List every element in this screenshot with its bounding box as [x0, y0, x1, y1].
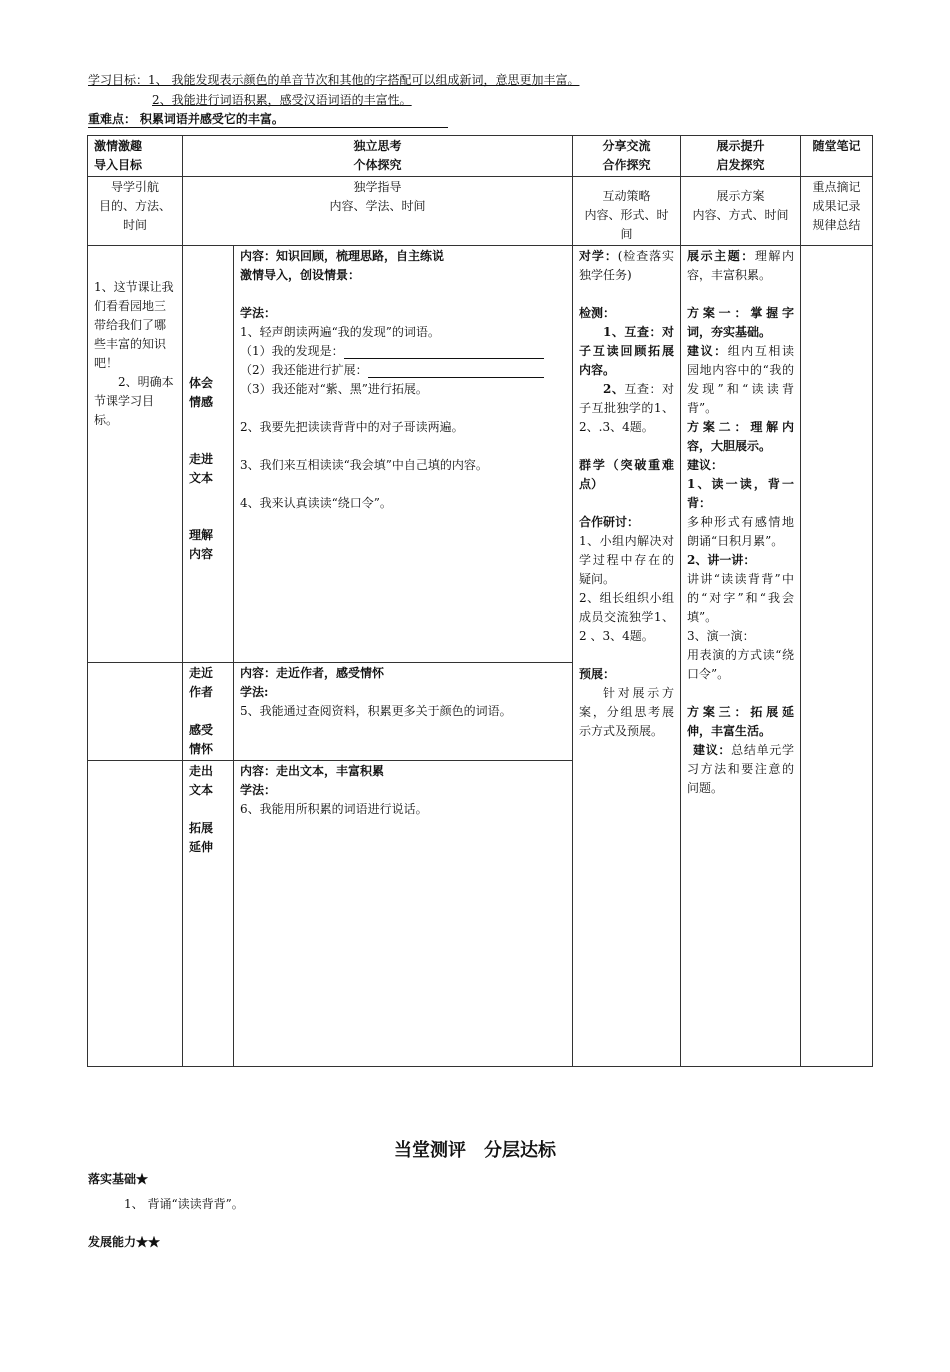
header-independent: 独立思考 个体探究 [183, 136, 573, 177]
sub-strategy: 互动策略 内容、形式、时间 [573, 177, 681, 246]
stage-label-3: 走出 文本 拓展 延伸 [183, 761, 234, 1067]
showcase-cell: 展示主题：理解内容，丰富积累。 方案一：掌握字词，夯实基础。 建议：组内互相读园地内容中的“我的发现”和“读读背背”。 方案二：理解内容，大胆展示。 建议： 1、读一读，背一背： 多种形式有感情地朗诵“日积月累”。 2、讲一讲： 讲讲“读读背背”中的“对字”和“我会填”。 3、演一演： 用表演的方式读“绕口令”。 方案三：拓展延伸，丰富生活。 建议：总结单元学习方法和要注意的问题。 [681, 246, 801, 1067]
sub-guide: 导学引航 目的、方法、时间 [88, 177, 183, 246]
stage-label-1: 体会 情感 走进 文本 理解 内容 [183, 246, 234, 663]
table-subheader-row [88, 177, 873, 246]
independent-cell-3: 内容：走出文本，丰富积累 学法： 6、我能用所积累的词语进行说话。 [234, 761, 573, 1067]
learning-goal-1: 学习目标：1、 我能发现表示颜色的单音节次和其他的字搭配可以组成新词，意思更加丰富。 [88, 73, 580, 87]
key-points-label: 重难点： [88, 112, 137, 126]
sub-solo: 独学指导 内容、学法、时间 [183, 177, 573, 246]
section-title: 当堂测评 分层达标 [394, 1140, 556, 1161]
import-cell-empty-2 [88, 761, 183, 1067]
import-text-2: 2、明确本节课学习目标。 [94, 375, 174, 427]
stage-label-2: 走近 作者 感受 情怀 [183, 663, 234, 761]
header-notes: 随堂笔记 [801, 136, 873, 177]
key-points-text: 积累词语并感受它的丰富。 [139, 112, 284, 126]
answer-blank-1[interactable] [344, 345, 544, 359]
header-show: 展示提升 启发探究 [681, 136, 801, 177]
sub-plan: 展示方案 内容、方式、时间 [681, 177, 801, 246]
section-basic: 落实基础★ [88, 1172, 149, 1186]
import-cell [88, 246, 183, 663]
table-header-row [88, 136, 873, 177]
notes-cell [801, 246, 873, 1067]
learning-goal-2: 2、我能进行词语积累，感受汉语词语的丰富性。 [152, 93, 412, 107]
basic-item-1: 1、 背诵“读读背背”。 [124, 1197, 244, 1211]
section-ability: 发展能力★★ [88, 1235, 161, 1249]
import-text-1: 1、这节课让我们看看园地三带给我们了哪些丰富的知识吧！ [94, 280, 174, 370]
stage-row-1 [88, 246, 873, 663]
answer-blank-2[interactable] [368, 364, 544, 378]
sub-notes: 重点摘记 成果记录 规律总结 [801, 177, 873, 246]
import-cell-empty-1 [88, 663, 183, 761]
lesson-plan-table [87, 135, 873, 1067]
cooperation-cell: 对学：(检查落实独学任务) 检测： 1、互查：对子互读回顾拓展内容。 2、互查：对子互批独学的1、2、.3、4题。 群学（突破重难点） 合作研讨： 1、小组内解决对学过程中存在的疑问。 2、组长组织小组成员交流独学1、2 、3、4题。 预展： 针对展示方案，分组思考展示方式及预展。 [573, 246, 681, 1067]
independent-cell-1: 内容：知识回顾，梳理思路，自主练说 激情导入，创设情景： 学法： 1、轻声朗读两遍“我的发现”的词语。 （1）我的发现是： （2）我还能进行扩展： （3）我还能对“紫、黑”进行拓展。 2、我要先把读读背背中的对子哥读两遍。 3、我们来互相读读“我会填”中自己填的内容。 4、我来认真读读“绕口令”。 [234, 246, 573, 663]
header-import: 激情激趣 导入目标 [88, 136, 183, 177]
independent-cell-2: 内容：走近作者，感受情怀 学法: 5、我能通过查阅资料，积累更多关于颜色的词语。 [234, 663, 573, 761]
header-share: 分享交流 合作探究 [573, 136, 681, 177]
key-points [88, 111, 448, 128]
